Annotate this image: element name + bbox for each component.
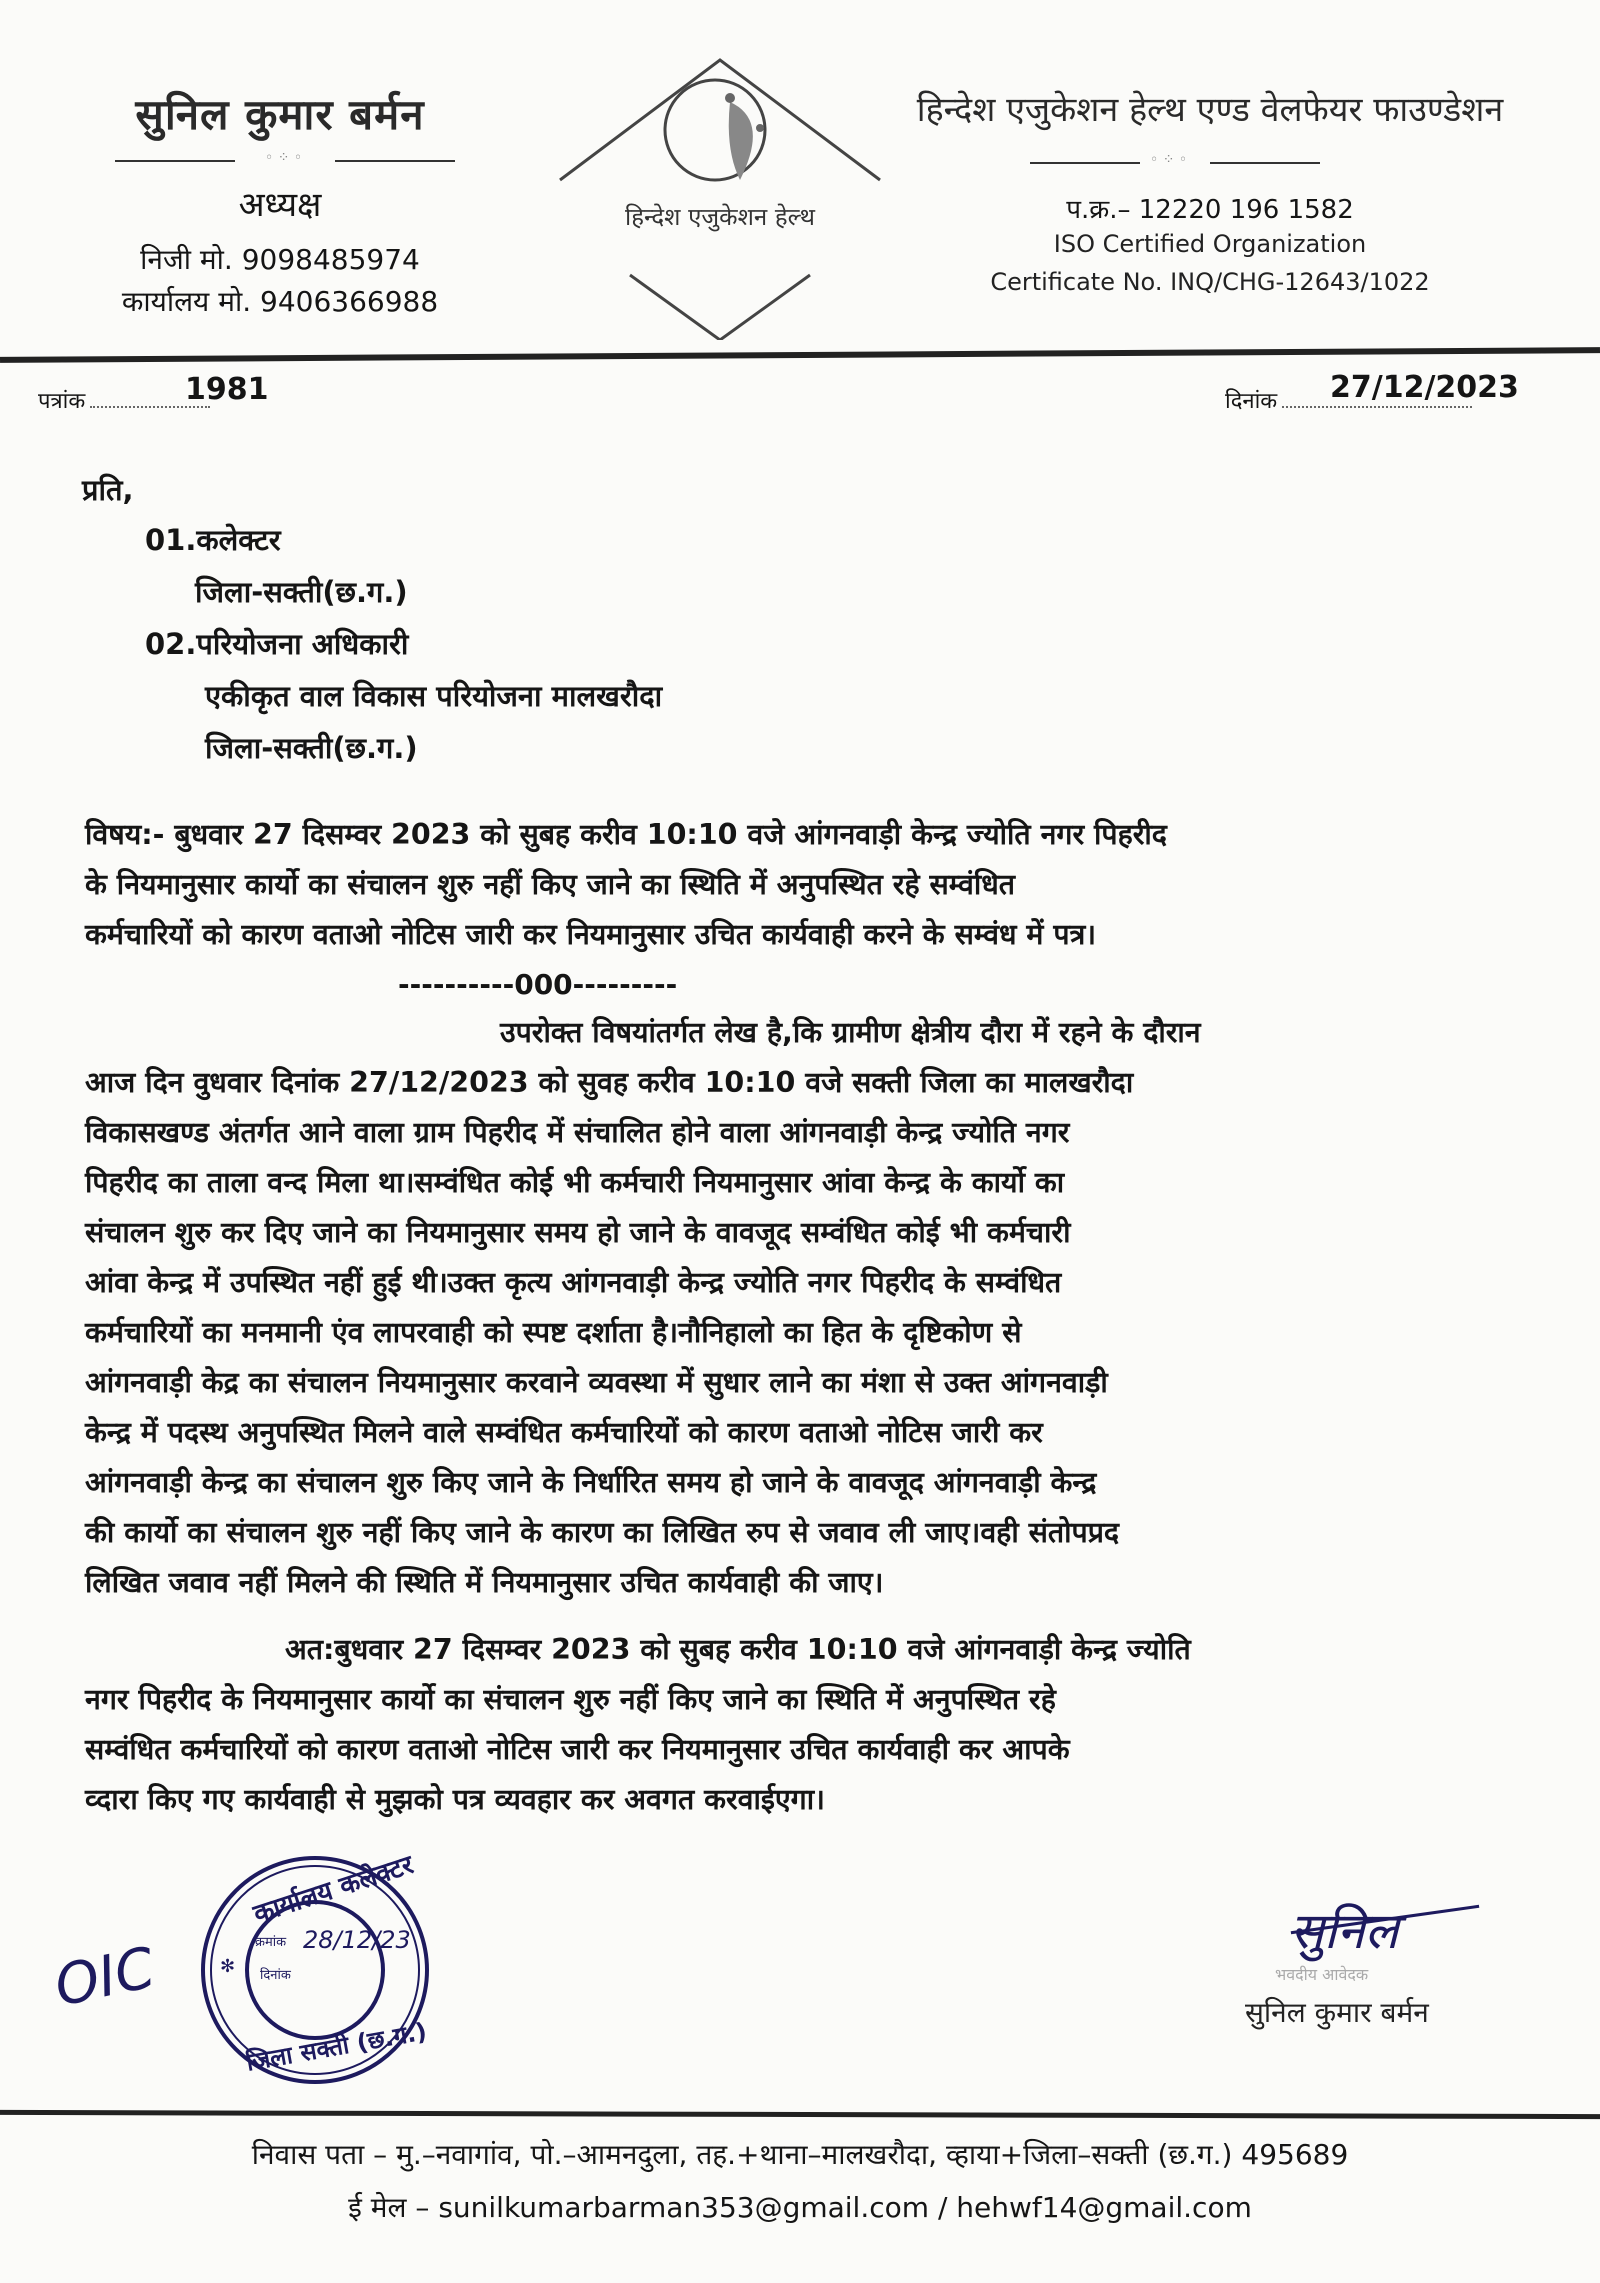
reference-label: पत्रांक <box>38 389 86 414</box>
ornament-divider-org-right <box>1210 162 1320 164</box>
logo-small-dot <box>756 124 764 132</box>
logo-head-dot <box>725 93 735 103</box>
body-line: आज दिन वुधवार दिनांक 27/12/2023 को सुवह करीव 10:10 वजे सक्ती जिला का मालखरौदा <box>85 1066 1134 1099</box>
recipient-2-line: एकीकृत वाल विकास परियोजना मालखरौदा <box>205 679 663 713</box>
ornament-org-icon: ◦ ⁘ ◦ <box>1150 152 1188 168</box>
phone-personal-number: 9098485974 <box>241 243 420 276</box>
iso-certification: ISO Certified Organization <box>1053 230 1367 258</box>
body-line: अत:बुधवार 27 दिसम्वर 2023 को सुबह करीव 10:10 वजे आंगनवाड़ी केन्द्र ज्योति <box>285 1633 1191 1666</box>
subject-line: कर्मचारियों को कारण वताओ नोटिस जारी कर नियमानुसार उचित कार्यवाही करने के सम्वंध में पत्र। <box>85 918 1097 951</box>
signature-faded-label: भवदीय आवेदक <box>1275 1965 1369 1984</box>
body-line: केन्द्र में पदस्थ अनुपस्थित मिलने वाले सम्वंधित कर्मचारियों को कारण वताओ नोटिस जारी कर <box>85 1416 1043 1449</box>
body-line: लिखित जवाव नहीं मिलने की स्थिति में नियमानुसार उचित कार्यवाही की जाए। <box>85 1566 884 1599</box>
stamp-bottom-text: जिला सक्ती (छ.ग.) <box>244 2017 429 2077</box>
date-dotted-line <box>1282 405 1472 408</box>
stamp-inward-label: क्रमांक <box>255 1935 287 1950</box>
date-label: दिनांक <box>1225 389 1278 414</box>
body-line: कर्मचारियों का मनमानी एंव लापरवाही को स्पष्ट दर्शाता है।नौनिहालो का हित के दृष्टिकोण से <box>85 1316 1022 1349</box>
phone-personal-label: निजी मो. <box>140 243 233 276</box>
phone-office-number: 9406366988 <box>260 285 439 318</box>
phone-office-label: कार्यालय मो. <box>121 285 252 318</box>
footer-rule <box>0 2110 1600 2119</box>
recipient-2-line: जिला-सक्ती(छ.ग.) <box>205 731 418 765</box>
stamp-date-label: दिनांक <box>260 1968 291 1983</box>
certificate-number: Certificate No. INQ/CHG-12643/1022 <box>990 268 1430 296</box>
recipient-1-line: जिला-सक्ती(छ.ग.) <box>195 575 408 609</box>
logo-diamond-top <box>560 60 880 180</box>
logo-text: हिन्देश एजुकेशन हेल्थ <box>625 203 815 231</box>
body-line: उपरोक्त विषयांतर्गत लेख है,कि ग्रामीण क्षेत्रीय दौरा में रहने के दौरान <box>500 1016 1201 1049</box>
recipient-1-title: 01.कलेक्टर <box>145 523 281 557</box>
body-line: संचालन शुरु कर दिए जाने का नियमानुसार समय हो जाने के वावजूद सम्वंधित कोई भी कर्मचारी <box>85 1216 1071 1249</box>
body-line: आंगनवाड़ी केन्द्र का संचालन शुरु किए जाने के निर्धारित समय हो जाने के वावजूद आंगनवाड़ी केन्द्र <box>85 1466 1097 1499</box>
body-line: नगर पिहरीद के नियमानुसार कार्यो का संचालन शुरु नहीं किए जाने का स्थिति में अनुपस्थित रहे <box>85 1683 1056 1716</box>
stamp-star-icon: ✻ <box>220 1956 236 1977</box>
body-line: व्दारा किए गए कार्यवाही से मुझको पत्र व्यवहार कर अवगत करवाईएगा। <box>85 1783 825 1816</box>
subject-line: विषय:- बुधवार 27 दिसम्वर 2023 को सुबह करीव 10:10 वजे आंगनवाड़ी केन्द्र ज्योति नगर पिहरीद <box>85 818 1167 851</box>
phone-office <box>50 282 510 320</box>
body-line: विकासखण्ड अंतर्गत आने वाला ग्राम पिहरीद में संचालित होने वाला आंगनवाड़ी केन्द्र ज्योति नगर <box>85 1116 1070 1149</box>
ornament-divider-left <box>115 160 235 162</box>
office-stamp <box>195 1850 435 2090</box>
body-line: की कार्यो का संचालन शुरु नहीं किए जाने के कारण का लिखित रुप से जवाव ली जाए।वही संतोपप्रद <box>85 1516 1120 1549</box>
letterhead-person-name: सुनिल कुमार बर्मन <box>135 90 425 139</box>
body-line: पिहरीद का ताला वन्द मिला था।सम्वंधित कोई भी कर्मचारी नियमानुसार आंवा केन्द्र के कार्यो का <box>85 1166 1065 1199</box>
stamp-inward-value: 28/12/23 <box>303 1926 411 1954</box>
logo-diamond-bottom <box>630 275 810 340</box>
salutation: प्रति, <box>82 473 134 507</box>
subject-line: के नियमानुसार कार्यो का संचालन शुरु नहीं किए जाने का स्थिति में अनुपस्थित रहे सम्वंधित <box>85 868 1016 901</box>
phone-personal <box>50 240 510 278</box>
organization-name: हिन्देश एजुकेशन हेल्थ एण्ड वेलफेयर फाउण्डेशन <box>916 90 1504 130</box>
body-line: आंवा केन्द्र में उपस्थित नहीं हुई थी।उक्त कृत्य आंगनवाड़ी केन्द्र ज्योति नगर पिहरीद के सम्वंधित <box>85 1266 1062 1299</box>
footer-address: निवास पता – मु.–नवागांव, पो.–आमनदुला, तह.+थाना–मालखरौदा, व्हाया+जिला–सक्ती (छ.ग.) 495689 <box>251 2138 1349 2171</box>
body-line: आंगनवाड़ी केद्र का संचालन नियमानुसार करवाने व्यवस्था में सुधार लाने का मंशा से उक्त आंगनवाड़ी <box>85 1366 1108 1399</box>
ornament-icon: ◦ ⁘ ◦ <box>265 150 303 166</box>
header-rule <box>0 347 1600 363</box>
footer-email[interactable]: ई मेल – sunilkumarbarman353@gmail.com / hehwf14@gmail.com <box>348 2191 1252 2224</box>
registration-number: प.क्र.– 12220 196 1582 <box>1066 195 1354 225</box>
body-line: सम्वंधित कर्मचारियों को कारण वताओ नोटिस जारी कर नियमानुसार उचित कार्यवाही कर आपके <box>85 1733 1070 1766</box>
ornament-divider-right <box>335 160 455 162</box>
recipient-2-title: 02.परियोजना अधिकारी <box>145 627 409 661</box>
handwritten-note: OIC <box>49 1935 161 2020</box>
date-value: 27/12/2023 <box>1330 370 1519 405</box>
stamp-top-text: कार्यालय कलेक्टर <box>250 1850 417 1930</box>
reference-number: 1981 <box>185 372 269 407</box>
section-separator: ----------000--------- <box>398 968 678 1001</box>
letterhead-role: अध्यक्ष <box>238 185 322 225</box>
ornament-divider-org-left <box>1030 162 1140 164</box>
handwritten-signature: सुनिल <box>1290 1902 1399 1960</box>
signatory-name: सुनिल कुमार बर्मन <box>1245 1996 1429 2029</box>
